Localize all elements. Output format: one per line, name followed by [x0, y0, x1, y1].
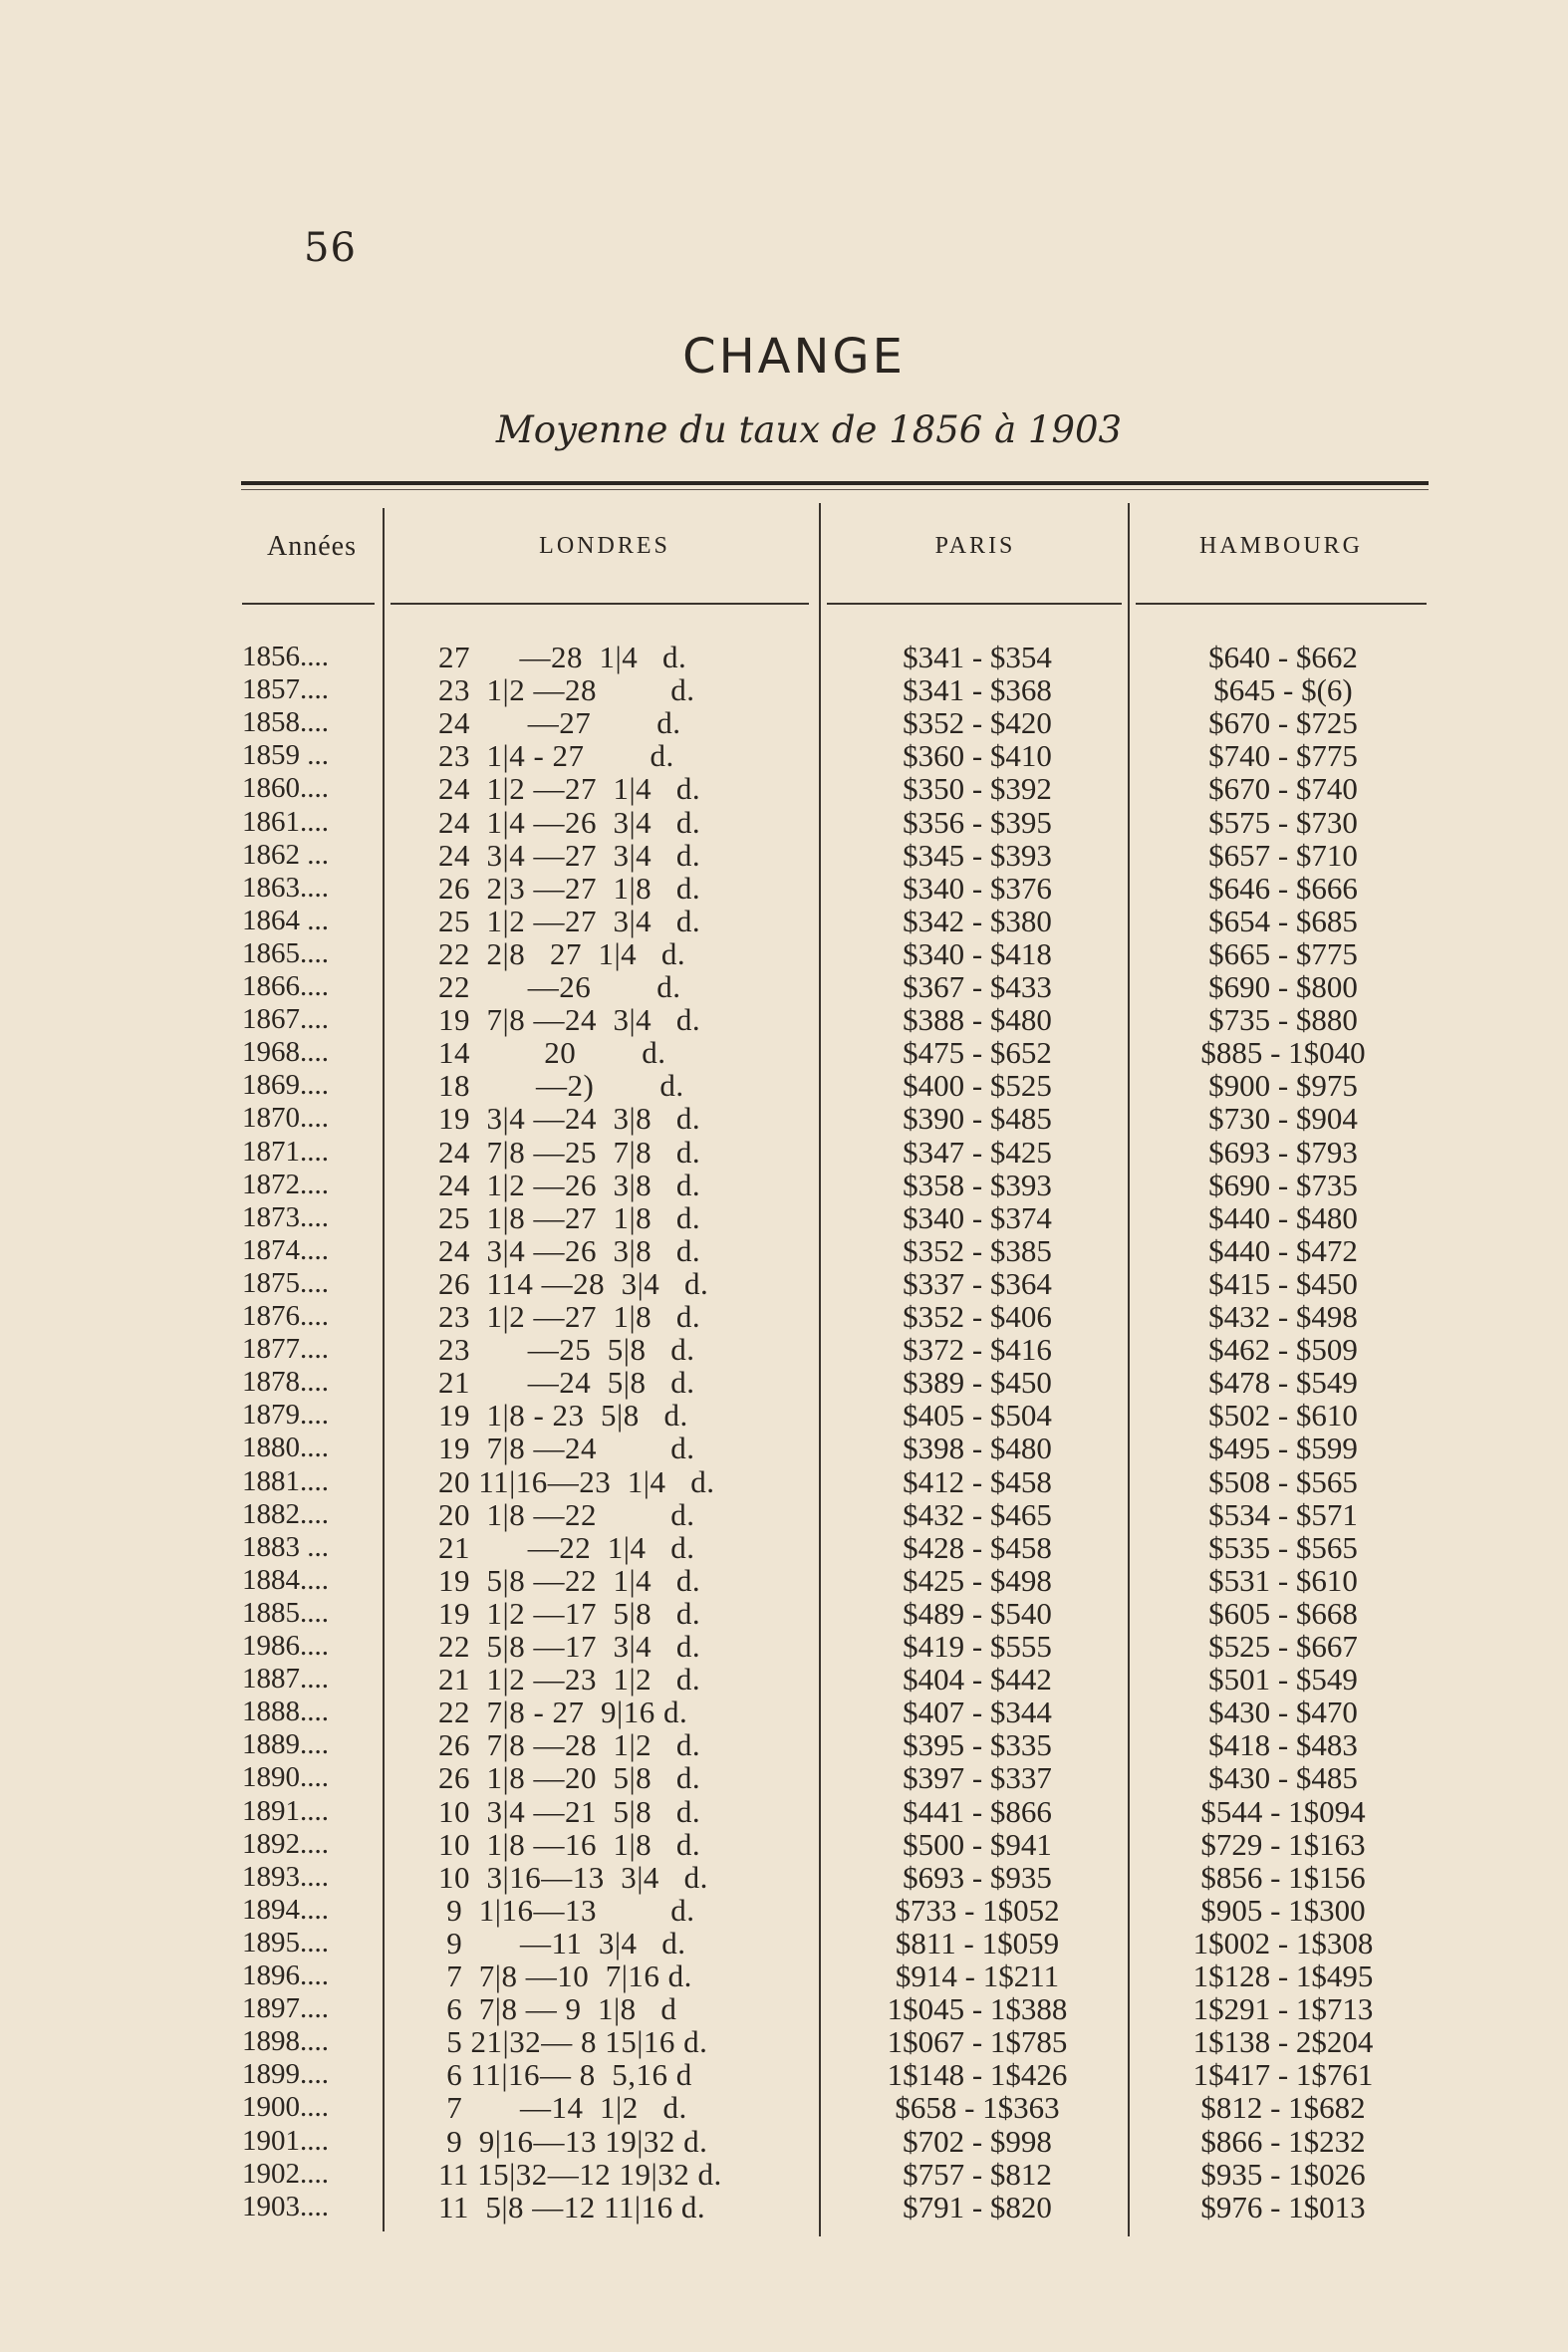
year-cell: 1879.... — [242, 1399, 329, 1432]
hambourg-cell: $856 - 1$156 — [1200, 1859, 1366, 1895]
year-cell: 1862 ... — [242, 838, 329, 871]
hambourg-cell: $670 - $740 — [1208, 771, 1358, 807]
table-row — [0, 2091, 1568, 2124]
paris-cell: $693 - $935 — [903, 1859, 1052, 1895]
year-cell: 1872.... — [242, 1168, 329, 1200]
year-cell: 1866.... — [242, 970, 329, 1002]
paris-cell: $400 - $525 — [903, 1068, 1052, 1104]
year-cell: 1894.... — [242, 1893, 329, 1926]
paris-cell: $407 - $344 — [903, 1695, 1052, 1730]
table-row — [0, 772, 1568, 805]
hambourg-cell: 1$291 - 1$713 — [1192, 1991, 1374, 2027]
year-cell: 1870.... — [242, 1102, 329, 1135]
hambourg-cell: $976 - 1$013 — [1200, 2189, 1366, 2224]
table-row — [0, 1432, 1568, 1464]
paris-cell: $388 - $480 — [903, 1002, 1052, 1038]
londres-cell: 9 1|16—13 d. — [438, 1892, 695, 1928]
paris-cell: $352 - $385 — [903, 1232, 1052, 1268]
paris-cell: $341 - $368 — [903, 672, 1052, 708]
hambourg-cell: $430 - $470 — [1208, 1695, 1358, 1730]
londres-cell: 6 11|16— 8 5,16 d — [438, 2057, 692, 2093]
paris-cell: $389 - $450 — [903, 1365, 1052, 1401]
paris-cell: $702 - $998 — [903, 2123, 1052, 2159]
hambourg-cell: $740 - $775 — [1208, 738, 1358, 774]
year-cell: 1901.... — [242, 2124, 329, 2157]
table-row — [0, 1234, 1568, 1267]
londres-cell: 21 1|2 —23 1|2 d. — [438, 1662, 701, 1698]
hambourg-cell: $670 - $725 — [1208, 705, 1358, 741]
hambourg-cell: $605 - $668 — [1208, 1595, 1358, 1631]
londres-cell: 24 3|4 —26 3|8 d. — [438, 1232, 701, 1268]
londres-cell: 19 7|8 —24 d. — [438, 1431, 695, 1466]
year-cell: 1889.... — [242, 1728, 329, 1761]
year-cell: 1899.... — [242, 2058, 329, 2091]
hambourg-cell: $440 - $472 — [1208, 1232, 1358, 1268]
hambourg-cell: $502 - $610 — [1208, 1398, 1358, 1434]
year-cell: 1897.... — [242, 1992, 329, 2025]
year-cell: 1863.... — [242, 871, 329, 904]
hambourg-cell: $478 - $549 — [1208, 1365, 1358, 1401]
table-row — [0, 1992, 1568, 2025]
table-row — [0, 1728, 1568, 1761]
londres-cell: 27 —28 1|4 d. — [438, 640, 687, 674]
table-row — [0, 905, 1568, 937]
header-rule — [391, 603, 809, 605]
table-row — [0, 1333, 1568, 1366]
year-cell: 1860.... — [242, 772, 329, 805]
hambourg-cell: $665 - $775 — [1208, 935, 1358, 971]
year-cell: 1895.... — [242, 1926, 329, 1959]
londres-cell: 23 —25 5|8 d. — [438, 1332, 695, 1368]
year-cell: 1861.... — [242, 805, 329, 838]
year-cell: 1881.... — [242, 1464, 329, 1497]
table-row — [0, 673, 1568, 706]
hambourg-cell: $900 - $975 — [1208, 1068, 1358, 1104]
table-row — [0, 1795, 1568, 1828]
londres-cell: 5 21|32— 8 15|16 d. — [438, 2024, 708, 2060]
paris-cell: $358 - $393 — [903, 1167, 1052, 1202]
table-row — [0, 1663, 1568, 1696]
londres-cell: 10 3|4 —21 5|8 d. — [438, 1793, 701, 1829]
year-cell: 1882.... — [242, 1497, 329, 1530]
year-cell: 1858.... — [242, 706, 329, 739]
page-number: 56 — [304, 225, 357, 271]
year-cell: 1883 ... — [242, 1530, 329, 1563]
hambourg-cell: $690 - $735 — [1208, 1167, 1358, 1202]
table-row — [0, 1828, 1568, 1861]
londres-cell: 14 20 d. — [438, 1035, 666, 1071]
paris-cell: $367 - $433 — [903, 969, 1052, 1004]
hambourg-cell: $654 - $685 — [1208, 903, 1358, 938]
table-row — [0, 1136, 1568, 1169]
paris-cell: $352 - $420 — [903, 705, 1052, 741]
hambourg-cell: $531 - $610 — [1208, 1562, 1358, 1598]
hambourg-cell: $495 - $599 — [1208, 1431, 1358, 1466]
table-row — [0, 641, 1568, 673]
paris-cell: 1$148 - 1$426 — [887, 2057, 1068, 2093]
londres-cell: 10 1|8 —16 1|8 d. — [438, 1826, 701, 1862]
table-row — [0, 706, 1568, 739]
table-row — [0, 2025, 1568, 2058]
paris-cell: $360 - $410 — [903, 738, 1052, 774]
year-cell: 1869.... — [242, 1069, 329, 1102]
londres-cell: 24 1|2 —26 3|8 d. — [438, 1167, 701, 1202]
hambourg-cell: $905 - 1$300 — [1200, 1892, 1366, 1928]
paris-cell: $356 - $395 — [903, 804, 1052, 840]
paris-cell: $404 - $442 — [903, 1662, 1052, 1698]
year-cell: 1864 ... — [242, 904, 329, 936]
year-cell: 1892.... — [242, 1827, 329, 1860]
table-row — [0, 806, 1568, 839]
page-title: CHANGE — [682, 329, 906, 385]
hambourg-cell: $440 - $480 — [1208, 1199, 1358, 1235]
hambourg-cell: $508 - $565 — [1208, 1463, 1358, 1499]
paris-cell: $340 - $418 — [903, 935, 1052, 971]
paris-cell: $395 - $335 — [903, 1727, 1052, 1763]
hambourg-cell: $575 - $730 — [1208, 804, 1358, 840]
year-cell: 1888.... — [242, 1696, 329, 1728]
year-cell: 1859 ... — [242, 739, 329, 772]
table-row — [0, 1564, 1568, 1597]
paris-cell: $658 - 1$363 — [895, 2090, 1060, 2126]
paris-cell: $390 - $485 — [903, 1101, 1052, 1137]
londres-cell: 10 3|16—13 3|4 d. — [438, 1859, 708, 1895]
hambourg-cell: $885 - 1$040 — [1200, 1035, 1366, 1071]
year-cell: 1968.... — [242, 1036, 329, 1069]
paris-cell: $398 - $480 — [903, 1431, 1052, 1466]
table-row — [0, 937, 1568, 970]
hambourg-cell: 1$417 - 1$761 — [1192, 2057, 1374, 2093]
londres-cell: 26 7|8 —28 1|2 d. — [438, 1727, 701, 1763]
year-cell: 1874.... — [242, 1233, 329, 1266]
table-row — [0, 1169, 1568, 1201]
hambourg-cell: $544 - 1$094 — [1200, 1793, 1366, 1829]
table-row — [0, 1300, 1568, 1333]
paris-cell: $757 - $812 — [903, 2156, 1052, 2192]
londres-cell: 22 2|8 27 1|4 d. — [438, 935, 686, 971]
londres-cell: 18 —2) d. — [438, 1068, 684, 1104]
year-cell: 1878.... — [242, 1366, 329, 1399]
table-row — [0, 970, 1568, 1003]
hambourg-cell: $690 - $800 — [1208, 969, 1358, 1004]
londres-cell: 20 11|16—23 1|4 d. — [438, 1463, 715, 1499]
table-row — [0, 1069, 1568, 1102]
table-row — [0, 1696, 1568, 1728]
paris-cell: $432 - $465 — [903, 1496, 1052, 1532]
londres-cell: 22 7|8 - 27 9|16 d. — [438, 1695, 688, 1730]
paris-cell: $489 - $540 — [903, 1595, 1052, 1631]
hambourg-cell: $418 - $483 — [1208, 1727, 1358, 1763]
paris-cell: $419 - $555 — [903, 1629, 1052, 1664]
table-row — [0, 1102, 1568, 1135]
year-cell: 1873.... — [242, 1200, 329, 1233]
hambourg-cell: $534 - $571 — [1208, 1496, 1358, 1532]
londres-cell: 20 1|8 —22 d. — [438, 1496, 695, 1532]
year-cell: 1875.... — [242, 1266, 329, 1299]
londres-cell: 24 1|4 —26 3|4 d. — [438, 804, 701, 840]
londres-cell: 19 7|8 —24 3|4 d. — [438, 1002, 701, 1038]
londres-cell: 23 1|2 —27 1|8 d. — [438, 1299, 701, 1334]
year-cell: 1890.... — [242, 1761, 329, 1794]
hambourg-cell: $657 - $710 — [1208, 837, 1358, 873]
year-cell: 1865.... — [242, 936, 329, 969]
paris-cell: $811 - 1$059 — [895, 1925, 1060, 1960]
londres-cell: 7 —14 1|2 d. — [438, 2090, 687, 2126]
londres-cell: 26 114 —28 3|4 d. — [438, 1265, 709, 1301]
table-row — [0, 1597, 1568, 1630]
londres-cell: 21 —24 5|8 d. — [438, 1365, 695, 1401]
paris-cell: $347 - $425 — [903, 1134, 1052, 1170]
londres-cell: 26 1|8 —20 5|8 d. — [438, 1760, 701, 1796]
londres-cell: 9 —11 3|4 d. — [438, 1925, 686, 1960]
londres-cell: 11 15|32—12 19|32 d. — [438, 2156, 722, 2192]
hambourg-cell: $693 - $793 — [1208, 1134, 1358, 1170]
page-subtitle: Moyenne du taux de 1856 à 1903 — [495, 408, 1123, 451]
paris-cell: $340 - $374 — [903, 1199, 1052, 1235]
londres-cell: 25 1|8 —27 1|8 d. — [438, 1199, 701, 1235]
table-row — [0, 1003, 1568, 1036]
paris-cell: $345 - $393 — [903, 837, 1052, 873]
table-row — [0, 839, 1568, 872]
paris-cell: $372 - $416 — [903, 1332, 1052, 1368]
londres-cell: 19 3|4 —24 3|8 d. — [438, 1101, 701, 1137]
table-row — [0, 1399, 1568, 1432]
header-rule — [827, 603, 1122, 605]
hambourg-cell: $430 - $485 — [1208, 1760, 1358, 1796]
paris-cell: $500 - $941 — [903, 1826, 1052, 1862]
header-londres: LONDRES — [539, 533, 670, 559]
year-cell: 1857.... — [242, 673, 329, 706]
hambourg-cell: $735 - $880 — [1208, 1002, 1358, 1038]
year-cell: 1871.... — [242, 1135, 329, 1168]
paris-cell: $397 - $337 — [903, 1760, 1052, 1796]
londres-cell: 26 2|3 —27 1|8 d. — [438, 870, 701, 906]
paris-cell: $337 - $364 — [903, 1265, 1052, 1301]
year-cell: 1856.... — [242, 641, 329, 672]
hambourg-cell: $645 - $(6) — [1213, 672, 1353, 708]
table-row — [0, 2191, 1568, 2223]
table-row — [0, 1201, 1568, 1234]
hambourg-cell: $432 - $498 — [1208, 1299, 1358, 1334]
table-row — [0, 1630, 1568, 1663]
hambourg-cell: $640 - $662 — [1208, 640, 1358, 674]
londres-cell: 24 3|4 —27 3|4 d. — [438, 837, 701, 873]
londres-cell: 22 —26 d. — [438, 969, 681, 1004]
year-cell: 1885.... — [242, 1596, 329, 1629]
paris-cell: $425 - $498 — [903, 1562, 1052, 1598]
londres-cell: 9 9|16—13 19|32 d. — [438, 2123, 708, 2159]
londres-cell: 19 5|8 —22 1|4 d. — [438, 1562, 701, 1598]
table-row — [0, 1531, 1568, 1564]
hambourg-cell: $935 - 1$026 — [1200, 2156, 1366, 2192]
paris-cell: 1$067 - 1$785 — [887, 2024, 1068, 2060]
table-row — [0, 2125, 1568, 2158]
table-row — [0, 1267, 1568, 1300]
londres-cell: 22 5|8 —17 3|4 d. — [438, 1629, 701, 1664]
table-row — [0, 1366, 1568, 1399]
year-cell: 1884.... — [242, 1563, 329, 1596]
londres-cell: 19 1|8 - 23 5|8 d. — [438, 1398, 688, 1434]
table-row — [0, 1465, 1568, 1498]
hambourg-cell: $730 - $904 — [1208, 1101, 1358, 1137]
table-row — [0, 1036, 1568, 1069]
header-annees: Années — [267, 531, 357, 562]
londres-cell: 19 1|2 —17 5|8 d. — [438, 1595, 701, 1631]
header-rule — [1136, 603, 1427, 605]
londres-cell: 23 1|2 —28 d. — [438, 672, 695, 708]
hambourg-cell: $462 - $509 — [1208, 1332, 1358, 1368]
table-row — [0, 872, 1568, 905]
londres-cell: 7 7|8 —10 7|16 d. — [438, 1959, 692, 1993]
year-cell: 1891.... — [242, 1794, 329, 1827]
londres-cell: 24 7|8 —25 7|8 d. — [438, 1134, 701, 1170]
paris-cell: 1$045 - 1$388 — [887, 1991, 1068, 2027]
year-cell: 1893.... — [242, 1860, 329, 1893]
year-cell: 1900.... — [242, 2091, 329, 2124]
year-cell: 1896.... — [242, 1960, 329, 1991]
paris-cell: $914 - 1$211 — [895, 1959, 1060, 1993]
year-cell: 1867.... — [242, 1003, 329, 1036]
hambourg-cell: $729 - 1$163 — [1200, 1826, 1366, 1862]
year-cell: 1903.... — [242, 2190, 329, 2222]
table-row — [0, 2158, 1568, 2191]
paris-cell: $428 - $458 — [903, 1529, 1052, 1565]
paris-cell: $733 - 1$052 — [895, 1892, 1060, 1928]
londres-cell: 23 1|4 - 27 d. — [438, 738, 674, 774]
year-cell: 1880.... — [242, 1432, 329, 1464]
paris-cell: $405 - $504 — [903, 1398, 1052, 1434]
hambourg-cell: $415 - $450 — [1208, 1265, 1358, 1301]
table-row — [0, 1960, 1568, 1992]
header-paris: PARIS — [934, 533, 1016, 559]
year-cell: 1887.... — [242, 1663, 329, 1696]
hambourg-cell: $525 - $667 — [1208, 1629, 1358, 1664]
paris-cell: $342 - $380 — [903, 903, 1052, 938]
paris-cell: $441 - $866 — [903, 1793, 1052, 1829]
table-row — [0, 1498, 1568, 1531]
londres-cell: 11 5|8 —12 11|16 d. — [438, 2189, 706, 2224]
hambourg-cell: 1$138 - 2$204 — [1192, 2024, 1374, 2060]
paris-cell: $791 - $820 — [903, 2189, 1052, 2224]
table-row — [0, 1927, 1568, 1960]
hambourg-cell: 1$002 - 1$308 — [1192, 1925, 1374, 1960]
header-rule — [242, 603, 375, 605]
paris-cell: $475 - $652 — [903, 1035, 1052, 1071]
table-row — [0, 1761, 1568, 1794]
londres-cell: 25 1|2 —27 3|4 d. — [438, 903, 701, 938]
londres-cell: 24 —27 d. — [438, 705, 681, 741]
year-cell: 1877.... — [242, 1333, 329, 1366]
londres-cell: 24 1|2 —27 1|4 d. — [438, 771, 701, 807]
hambourg-cell: $501 - $549 — [1208, 1662, 1358, 1698]
table-row — [0, 2058, 1568, 2091]
year-cell: 1902.... — [242, 2157, 329, 2190]
hambourg-cell: $535 - $565 — [1208, 1529, 1358, 1565]
paris-cell: $352 - $406 — [903, 1299, 1052, 1334]
paris-cell: $350 - $392 — [903, 771, 1052, 807]
londres-cell: 6 7|8 — 9 1|8 d — [438, 1991, 677, 2027]
paris-cell: $340 - $376 — [903, 870, 1052, 906]
hambourg-cell: 1$128 - 1$495 — [1192, 1959, 1374, 1993]
header-hambourg: HAMBOURG — [1198, 533, 1363, 559]
table-row — [0, 1894, 1568, 1927]
hambourg-cell: $812 - 1$682 — [1200, 2090, 1366, 2126]
year-cell: 1898.... — [242, 2025, 329, 2058]
year-cell: 1986.... — [242, 1630, 329, 1662]
year-cell: 1876.... — [242, 1300, 329, 1332]
table-row — [0, 739, 1568, 772]
paris-cell: $412 - $458 — [903, 1463, 1052, 1499]
londres-cell: 21 —22 1|4 d. — [438, 1529, 695, 1565]
hambourg-cell: $646 - $666 — [1208, 870, 1358, 906]
hambourg-cell: $866 - 1$232 — [1200, 2123, 1366, 2159]
table-row — [0, 1861, 1568, 1894]
paris-cell: $341 - $354 — [903, 640, 1052, 674]
